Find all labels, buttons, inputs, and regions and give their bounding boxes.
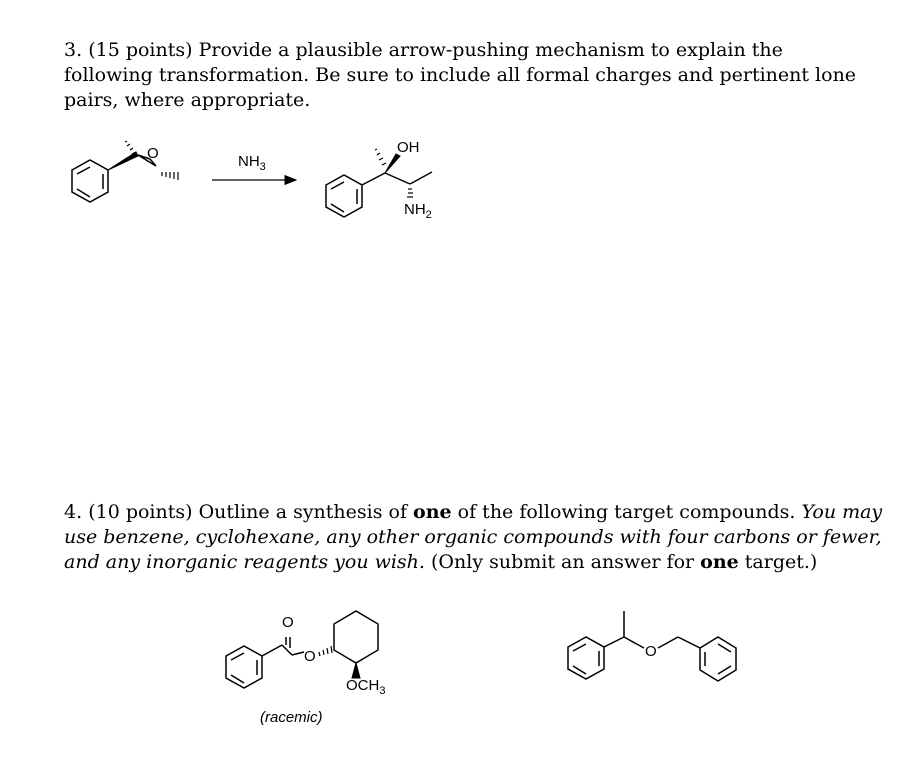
target1-och3-label: $OCH_3$: [346, 677, 386, 697]
product-nh2-label: $NH_2$: [404, 201, 432, 221]
question-4-points: (10 points): [88, 501, 193, 523]
question-4-emphasis-one-2: one: [700, 551, 739, 573]
target1-racemic-note: (racemic): [260, 709, 323, 726]
question-3-number: 3.: [64, 39, 83, 61]
target1-carbonyl-oxygen-label: O: [282, 614, 294, 631]
target1-ester-oxygen-label: O: [304, 648, 316, 665]
product-oh-label: OH: [397, 139, 420, 156]
target2-oxygen-label: O: [645, 643, 657, 660]
epoxide-starting-material: [72, 141, 178, 202]
question-4-body-d: target.): [744, 551, 818, 573]
reagent-nh3-label: $NH_3$: [238, 153, 266, 173]
question-4-emphasis-one: one: [413, 501, 452, 523]
question-4-italic-note: You may use benzene, cyclohexane, any other organic compounds with four carbons or fewer, and any inorganic reagents you wish.: [64, 501, 883, 573]
question-4-number: 4.: [64, 501, 83, 523]
question-4-body-c: (Only submit an answer for: [431, 551, 695, 573]
question-3-points: (15 points): [88, 39, 193, 61]
question-4-body-a: Outline a synthesis of: [198, 501, 407, 523]
epoxide-oxygen-label: O: [147, 145, 159, 162]
question-4-body-b: of the following target compounds.: [457, 501, 796, 523]
question-3-body: Provide a plausible arrow-pushing mechanism to explain the following transformation. Be sure to include all formal charges and pertinent lone pairs, where appropriate.: [64, 39, 857, 111]
